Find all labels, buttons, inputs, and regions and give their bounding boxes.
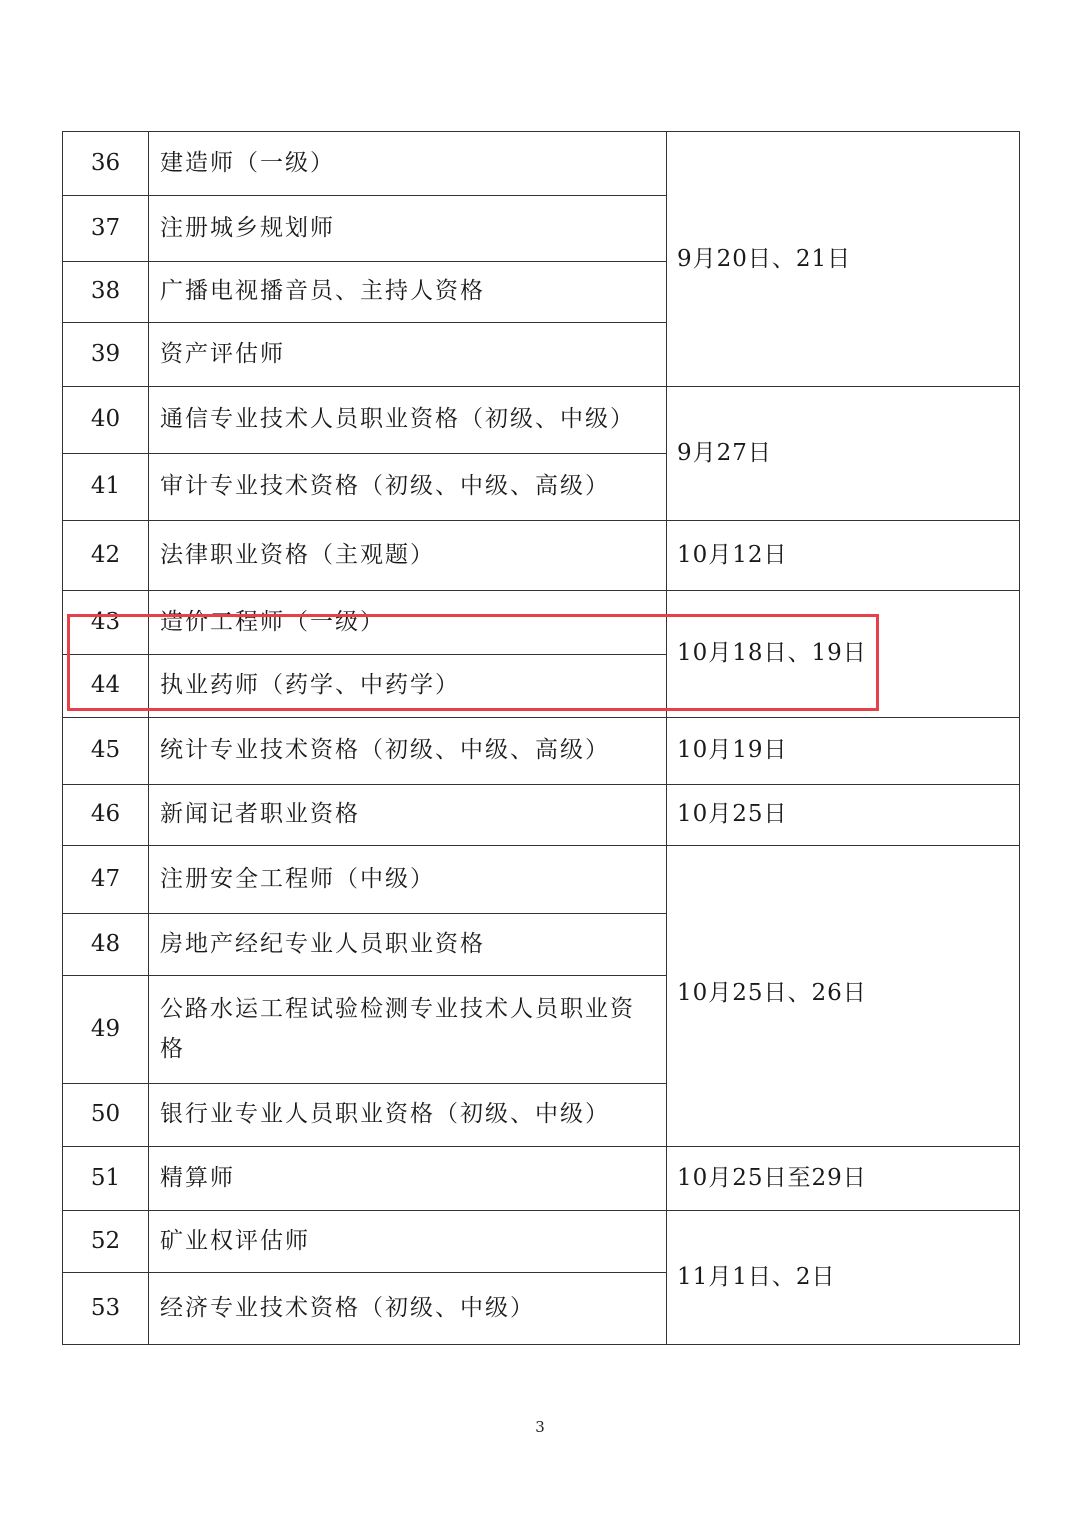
row-number: 50	[63, 1084, 149, 1147]
table-row	[63, 521, 1020, 591]
exam-date: 10月25日	[667, 785, 1020, 846]
table-row	[63, 132, 1020, 196]
table-row	[63, 1147, 1020, 1211]
row-number: 47	[63, 846, 149, 914]
row-number: 53	[63, 1273, 149, 1345]
table-row	[63, 1211, 1020, 1273]
row-number: 41	[63, 454, 149, 521]
exam-name: 经济专业技术资格（初级、中级）	[149, 1273, 667, 1345]
row-number: 45	[63, 718, 149, 785]
row-number: 37	[63, 196, 149, 262]
exam-name: 注册城乡规划师	[149, 196, 667, 262]
exam-name: 房地产经纪专业人员职业资格	[149, 914, 667, 976]
exam-date: 10月25日、26日	[667, 846, 1020, 1147]
row-number: 49	[63, 976, 149, 1084]
exam-name: 资产评估师	[149, 323, 667, 387]
row-number: 40	[63, 387, 149, 454]
exam-date: 11月1日、2日	[667, 1211, 1020, 1345]
exam-name: 公路水运工程试验检测专业技术人员职业资格	[149, 976, 667, 1084]
exam-name: 注册安全工程师（中级）	[149, 846, 667, 914]
row-number: 36	[63, 132, 149, 196]
page-number: 3	[535, 1418, 545, 1436]
exam-name: 执业药师（药学、中药学）	[149, 655, 667, 718]
exam-date: 9月20日、21日	[667, 132, 1020, 387]
table-row	[63, 846, 1020, 914]
exam-name: 法律职业资格（主观题）	[149, 521, 667, 591]
row-number: 39	[63, 323, 149, 387]
table-row	[63, 591, 1020, 655]
row-number: 46	[63, 785, 149, 846]
exam-schedule-table	[62, 131, 1020, 1345]
table-row	[63, 785, 1020, 846]
exam-name: 矿业权评估师	[149, 1211, 667, 1273]
exam-name: 通信专业技术人员职业资格（初级、中级）	[149, 387, 667, 454]
exam-name: 新闻记者职业资格	[149, 785, 667, 846]
row-number: 52	[63, 1211, 149, 1273]
row-number: 38	[63, 262, 149, 323]
table-row	[63, 387, 1020, 454]
exam-date: 10月19日	[667, 718, 1020, 785]
exam-date: 10月25日至29日	[667, 1147, 1020, 1211]
exam-name: 建造师（一级）	[149, 132, 667, 196]
row-number: 42	[63, 521, 149, 591]
exam-name: 精算师	[149, 1147, 667, 1211]
exam-name: 统计专业技术资格（初级、中级、高级）	[149, 718, 667, 785]
exam-date: 9月27日	[667, 387, 1020, 521]
exam-name: 银行业专业人员职业资格（初级、中级）	[149, 1084, 667, 1147]
row-number: 44	[63, 655, 149, 718]
exam-date: 10月12日	[667, 521, 1020, 591]
exam-name: 广播电视播音员、主持人资格	[149, 262, 667, 323]
row-number: 48	[63, 914, 149, 976]
exam-name: 审计专业技术资格（初级、中级、高级）	[149, 454, 667, 521]
exam-name: 造价工程师（一级）	[149, 591, 667, 655]
row-number: 43	[63, 591, 149, 655]
exam-date: 10月18日、19日	[667, 591, 1020, 718]
row-number: 51	[63, 1147, 149, 1211]
table-row	[63, 718, 1020, 785]
